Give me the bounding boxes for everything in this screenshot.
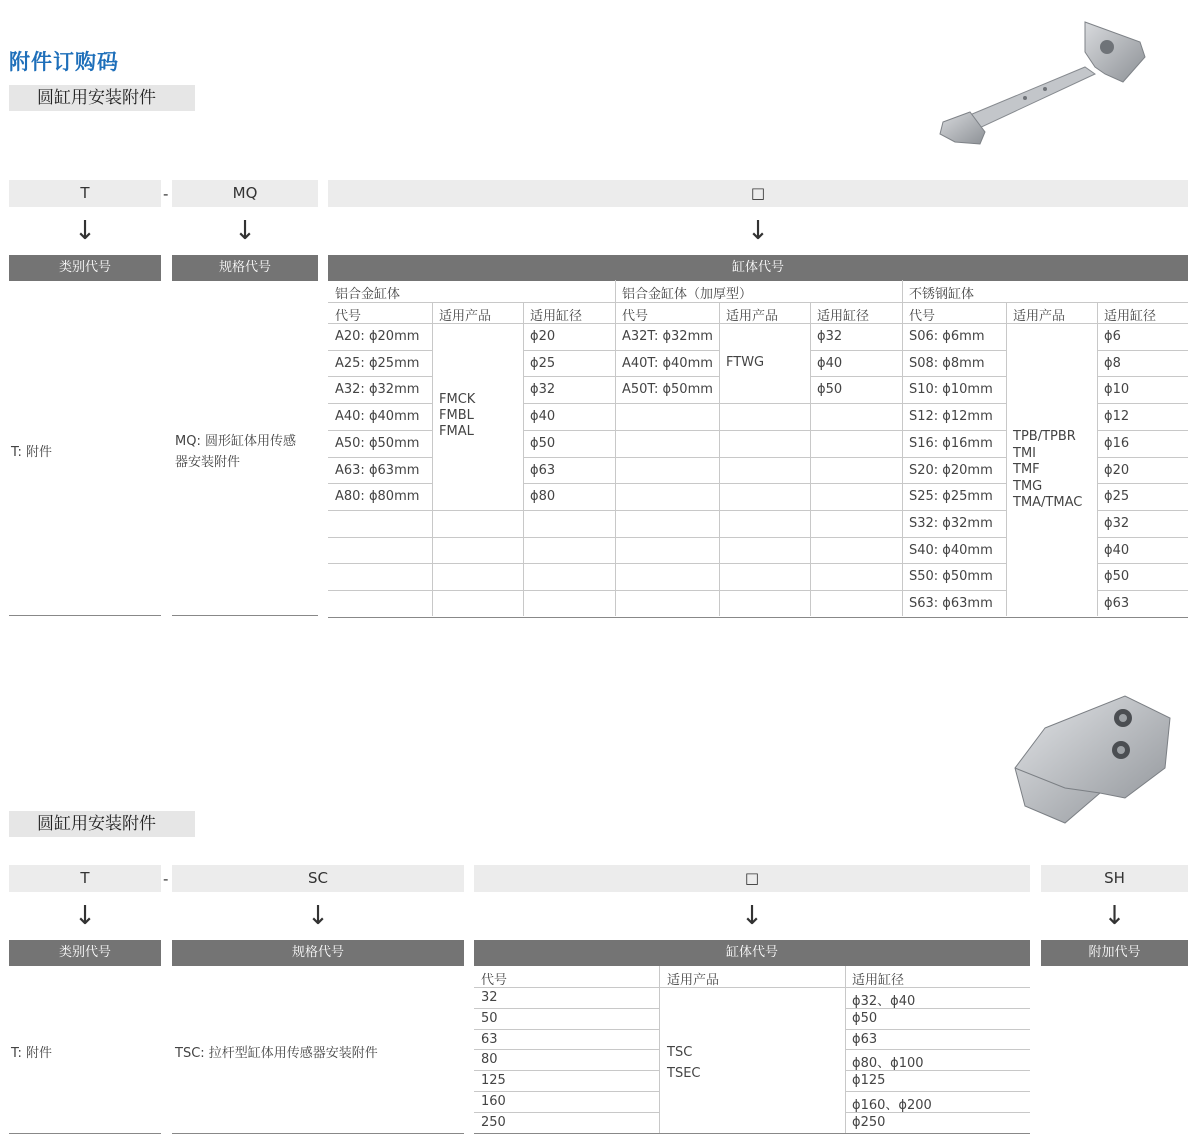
row-line bbox=[659, 987, 845, 988]
row-line bbox=[474, 1008, 659, 1009]
row-line bbox=[474, 987, 659, 988]
row-line bbox=[845, 1049, 1030, 1050]
row-line bbox=[474, 1112, 659, 1113]
stainless-bore: ϕ32 bbox=[1104, 515, 1130, 531]
row-line bbox=[523, 350, 719, 351]
row-line bbox=[523, 376, 719, 377]
divider bbox=[172, 615, 318, 616]
divider bbox=[1006, 302, 1007, 616]
row-line bbox=[719, 403, 810, 404]
divider bbox=[9, 1133, 161, 1134]
aluminum-bore: ϕ50 bbox=[530, 435, 556, 451]
row-line bbox=[719, 483, 810, 484]
row-line bbox=[523, 483, 719, 484]
stainless-code: S40: ϕ40mm bbox=[909, 542, 993, 558]
down-arrow-icon: ↓ bbox=[741, 901, 763, 931]
row-line bbox=[523, 590, 719, 591]
thick-bore: ϕ50 bbox=[817, 382, 843, 398]
row-line bbox=[1006, 323, 1097, 324]
divider bbox=[659, 966, 660, 1134]
tierod-bore: ϕ63 bbox=[852, 1031, 878, 1047]
row-line bbox=[523, 563, 719, 564]
spec-code-box: SC bbox=[172, 865, 464, 892]
category-header: 类别代号 bbox=[9, 255, 161, 281]
category-code-box: T bbox=[9, 865, 161, 892]
row-line bbox=[810, 590, 1006, 591]
tierod-products bbox=[667, 1042, 700, 1084]
down-arrow-icon: ↓ bbox=[234, 216, 256, 246]
row-line bbox=[810, 563, 1006, 564]
divider bbox=[615, 280, 616, 616]
spec-description: TSC: 拉杆型缸体用传感器安装附件 bbox=[175, 1046, 378, 1061]
row-line bbox=[328, 376, 432, 377]
extra-code-box: SH bbox=[1041, 865, 1188, 892]
row-line bbox=[810, 323, 1006, 324]
down-arrow-icon: ↓ bbox=[1103, 901, 1126, 931]
row-line bbox=[845, 1008, 1030, 1009]
row-line bbox=[328, 537, 432, 538]
table-bottom-line bbox=[328, 617, 1188, 618]
tierod-code: 63 bbox=[481, 1031, 498, 1047]
col-header-bore: 适用缸径 bbox=[1104, 309, 1157, 324]
stainless-bore: ϕ25 bbox=[1104, 489, 1130, 505]
stainless-code: S12: ϕ12mm bbox=[909, 409, 993, 425]
tierod-bore: ϕ80、ϕ100 bbox=[852, 1056, 924, 1072]
stainless-bore: ϕ10 bbox=[1104, 382, 1130, 398]
row-line bbox=[719, 457, 810, 458]
aluminum-code: A20: ϕ20mm bbox=[335, 329, 420, 344]
category-description: T: 附件 bbox=[11, 445, 53, 460]
col-header-product: 适用产品 bbox=[439, 309, 492, 324]
aluminum-code: A63: ϕ63mm bbox=[335, 462, 420, 478]
aluminum-products bbox=[439, 392, 475, 440]
row-line bbox=[1097, 510, 1188, 511]
spec-header: 规格代号 bbox=[172, 255, 318, 281]
aluminum-code: A25: ϕ25mm bbox=[335, 355, 420, 371]
stainless-bore: ϕ12 bbox=[1104, 409, 1130, 425]
thick-code: A40T: ϕ40mm bbox=[622, 355, 713, 371]
product-name: TMA/TMAC bbox=[1013, 495, 1083, 510]
row-line bbox=[810, 376, 1006, 377]
col-header-product: 适用产品 bbox=[667, 973, 720, 988]
stainless-bore: ϕ63 bbox=[1104, 596, 1130, 611]
aluminum-code: A32: ϕ32mm bbox=[335, 382, 420, 398]
product-name: TPB/TPBR bbox=[1013, 429, 1076, 444]
row-line bbox=[845, 1091, 1030, 1092]
clamp-product-image bbox=[1005, 688, 1180, 833]
row-line bbox=[474, 1029, 659, 1030]
product-name: FMCK bbox=[439, 392, 476, 407]
row-line bbox=[845, 1070, 1030, 1071]
product-name: TMF bbox=[1013, 462, 1040, 477]
row-line bbox=[432, 563, 523, 564]
row-line bbox=[719, 537, 810, 538]
stainless-code: S25: ϕ25mm bbox=[909, 489, 993, 505]
stainless-code: S32: ϕ32mm bbox=[909, 515, 993, 531]
aluminum-bore: ϕ32 bbox=[530, 382, 556, 398]
row-line bbox=[523, 323, 719, 324]
row-line bbox=[328, 483, 432, 484]
aluminum-code: A50: ϕ50mm bbox=[335, 435, 420, 451]
row-line bbox=[719, 430, 810, 431]
thick-code: A50T: ϕ50mm bbox=[622, 382, 713, 398]
aluminum-bore: ϕ20 bbox=[530, 329, 556, 344]
divider bbox=[432, 302, 433, 616]
row-line bbox=[432, 537, 523, 538]
body-code-box: □ bbox=[328, 180, 1188, 207]
stainless-bore: ϕ20 bbox=[1104, 462, 1130, 478]
row-line bbox=[845, 1029, 1030, 1030]
down-arrow-icon: ↓ bbox=[747, 216, 769, 246]
tierod-code: 80 bbox=[481, 1052, 498, 1068]
spec-header: 规格代号 bbox=[172, 940, 464, 966]
col-header-product: 适用产品 bbox=[1013, 309, 1066, 324]
divider bbox=[719, 302, 720, 616]
row-line bbox=[328, 457, 432, 458]
category-code-box: T bbox=[9, 180, 161, 207]
stainless-code: S08: ϕ8mm bbox=[909, 355, 985, 371]
col-header-product: 适用产品 bbox=[726, 309, 779, 324]
row-line bbox=[523, 403, 719, 404]
col-header-code: 代号 bbox=[622, 309, 649, 324]
spec-description-line2: 器安装附件 bbox=[175, 455, 241, 470]
row-line bbox=[1097, 430, 1188, 431]
group-stainless-label: 不锈钢缸体 bbox=[909, 287, 975, 302]
down-arrow-icon: ↓ bbox=[74, 901, 96, 931]
col-header-code: 代号 bbox=[909, 309, 936, 324]
tierod-code: 250 bbox=[481, 1114, 506, 1130]
row-line bbox=[810, 350, 1006, 351]
row-line bbox=[432, 323, 523, 324]
row-line bbox=[1097, 483, 1188, 484]
col-header-code: 代号 bbox=[335, 309, 362, 324]
product-name: TSC bbox=[667, 1045, 693, 1060]
stainless-bore: ϕ40 bbox=[1104, 542, 1130, 558]
down-arrow-icon: ↓ bbox=[74, 216, 96, 246]
aluminum-bore: ϕ63 bbox=[530, 462, 556, 478]
tierod-bore: ϕ50 bbox=[852, 1010, 878, 1026]
page-title: 附件订购码 bbox=[9, 50, 119, 74]
row-line bbox=[719, 323, 810, 324]
row-line bbox=[1097, 323, 1188, 324]
row-line bbox=[523, 457, 719, 458]
aluminum-code: A80: ϕ80mm bbox=[335, 489, 420, 505]
row-line bbox=[1097, 563, 1188, 564]
tierod-code: 32 bbox=[481, 990, 498, 1005]
stainless-bore: ϕ6 bbox=[1104, 329, 1121, 344]
row-line bbox=[328, 590, 432, 591]
section2-subtitle: 圆缸用安装附件 bbox=[9, 811, 195, 837]
thick-bore: ϕ40 bbox=[817, 355, 843, 371]
tierod-bore: ϕ160、ϕ200 bbox=[852, 1098, 932, 1113]
col-header-bore: 适用缸径 bbox=[817, 309, 870, 324]
stainless-bore: ϕ16 bbox=[1104, 435, 1130, 451]
down-arrow-icon: ↓ bbox=[307, 901, 329, 931]
row-line bbox=[1097, 376, 1188, 377]
product-name: FMBL bbox=[439, 408, 474, 423]
code-separator: - bbox=[163, 185, 169, 203]
row-line bbox=[328, 430, 432, 431]
tierod-bore: ϕ250 bbox=[852, 1114, 886, 1130]
col-header-bore: 适用缸径 bbox=[852, 973, 905, 988]
row-line bbox=[719, 563, 810, 564]
body-header: 缸体代号 bbox=[474, 940, 1030, 966]
body-header: 缸体代号 bbox=[328, 255, 1188, 281]
thick-code: A32T: ϕ32mm bbox=[622, 329, 713, 344]
stainless-code: S10: ϕ10mm bbox=[909, 382, 993, 398]
group-aluminum-thick-label: 铝合金缸体（加厚型） bbox=[622, 287, 753, 302]
stainless-products bbox=[1013, 429, 1082, 512]
section1-subtitle: 圆缸用安装附件 bbox=[9, 85, 195, 111]
row-line bbox=[810, 537, 1006, 538]
aluminum-bore: ϕ25 bbox=[530, 355, 556, 371]
code-separator: - bbox=[163, 870, 169, 888]
row-line bbox=[328, 563, 432, 564]
row-line bbox=[810, 457, 1006, 458]
product-name: TMG bbox=[1013, 478, 1043, 494]
thick-bore: ϕ32 bbox=[817, 329, 843, 344]
tierod-bore: ϕ125 bbox=[852, 1073, 886, 1089]
spec-code-box: MQ bbox=[172, 180, 318, 207]
row-line bbox=[432, 510, 523, 511]
stainless-code: S20: ϕ20mm bbox=[909, 462, 993, 478]
divider bbox=[902, 280, 903, 616]
stainless-bore: ϕ50 bbox=[1104, 569, 1130, 585]
row-line bbox=[810, 483, 1006, 484]
row-line bbox=[474, 1070, 659, 1071]
stainless-code: S50: ϕ50mm bbox=[909, 569, 993, 585]
aluminum-bore: ϕ40 bbox=[530, 409, 556, 425]
row-line bbox=[1097, 537, 1188, 538]
row-line bbox=[432, 590, 523, 591]
tierod-bore: ϕ32、ϕ40 bbox=[852, 994, 916, 1009]
row-line bbox=[845, 987, 1030, 988]
group-aluminum-label: 铝合金缸体 bbox=[335, 287, 401, 302]
body-code-box: □ bbox=[474, 865, 1030, 892]
row-line bbox=[719, 510, 810, 511]
product-name: TSEC bbox=[667, 1066, 701, 1081]
row-line bbox=[328, 510, 432, 511]
stainless-bore: ϕ8 bbox=[1104, 355, 1121, 371]
category-header: 类别代号 bbox=[9, 940, 161, 966]
row-line bbox=[845, 1112, 1030, 1113]
row-line bbox=[1097, 590, 1188, 591]
extra-header: 附加代号 bbox=[1041, 940, 1188, 966]
row-line bbox=[1097, 403, 1188, 404]
row-line bbox=[474, 1049, 659, 1050]
row-line bbox=[1097, 457, 1188, 458]
divider bbox=[328, 302, 1188, 303]
col-header-bore: 适用缸径 bbox=[530, 309, 583, 324]
row-line bbox=[810, 430, 1006, 431]
row-line bbox=[523, 537, 719, 538]
product-name: FMAL bbox=[439, 424, 474, 439]
product-name: TMI bbox=[1013, 445, 1036, 461]
divider bbox=[9, 615, 161, 616]
row-line bbox=[328, 350, 432, 351]
stainless-code: S16: ϕ16mm bbox=[909, 435, 993, 451]
row-line bbox=[719, 590, 810, 591]
category-description: T: 附件 bbox=[11, 1046, 53, 1061]
tierod-code: 125 bbox=[481, 1073, 506, 1089]
row-line bbox=[810, 403, 1006, 404]
row-line bbox=[328, 323, 432, 324]
table-bottom-line bbox=[474, 1133, 1030, 1134]
row-line bbox=[1097, 350, 1188, 351]
bracket-product-image bbox=[935, 12, 1155, 152]
aluminum-bore: ϕ80 bbox=[530, 489, 556, 505]
tierod-code: 50 bbox=[481, 1010, 498, 1026]
col-header-code: 代号 bbox=[481, 973, 508, 988]
aluminum-code: A40: ϕ40mm bbox=[335, 409, 420, 425]
stainless-code: S06: ϕ6mm bbox=[909, 329, 985, 344]
divider bbox=[172, 1133, 464, 1134]
thick-product: FTWG bbox=[726, 355, 765, 370]
row-line bbox=[523, 510, 719, 511]
row-line bbox=[810, 510, 1006, 511]
row-line bbox=[523, 430, 719, 431]
row-line bbox=[474, 1091, 659, 1092]
row-line bbox=[328, 403, 432, 404]
spec-description-line1: MQ: 圆形缸体用传感 bbox=[175, 434, 296, 449]
stainless-code: S63: ϕ63mm bbox=[909, 596, 993, 611]
tierod-code: 160 bbox=[481, 1094, 506, 1109]
